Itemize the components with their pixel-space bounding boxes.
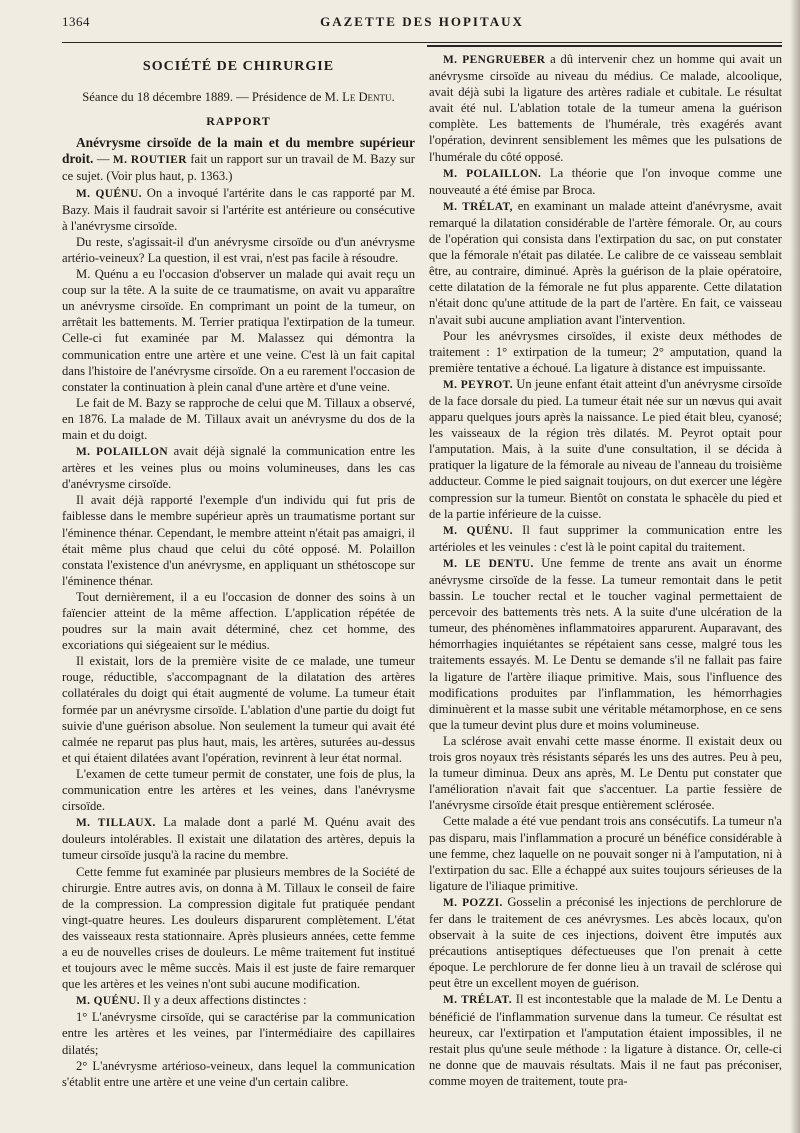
paragraph-text: Gosselin a préconisé les injections de perchlorure de fer dans le traitement de ces anévrysmes. Les abcès locaux, qu'on observait à la suite de ces injections, doivent être imputés aux précautions antiseptiques défectueuses que l'on prenait à cette époque. Le perchlorure de fer donne lieu à un travail de sclérose qui peut être un excellent moyen de guérison. <box>429 894 782 991</box>
paragraph <box>62 492 415 589</box>
paragraph <box>62 992 415 1009</box>
paragraph-text: On a invoqué l'artérite dans le cas rapporté par M. Bazy. Mais il faudrait savoir si l'artérite est antérieure ou consécutive à l'anévrysme cirsoïde. <box>62 185 415 233</box>
article-title: Anévrysme cirsoïde de la main et du membre supérieur droit. <box>62 135 415 167</box>
speaker-name: M. TILLAUX. <box>76 817 156 830</box>
paragraph <box>62 766 415 814</box>
paragraph-text: a dû intervenir chez un homme qui avait un anévrysme cirsoïde au niveau du médius. Ce malade, alcoolique, avait déjà subi la ligature des artères radiale et cubitale. Le résultat avait été nul. L'ablation totale de la tumeur amena la guérison complète. Les battements de l'humérale, très exagérés avant l'opération, devinrent sensiblement les mêmes que les pulsations de l'humérale du côté opposé. <box>429 52 782 164</box>
paragraph <box>429 733 782 813</box>
paragraph-text: L'examen de cette tumeur permit de constater, une fois de plus, la communication entre les artères et les veines, dans l'anévrysme cirsoïde. <box>62 766 415 814</box>
paragraph <box>62 653 415 766</box>
paragraph <box>429 522 782 555</box>
right-column <box>429 51 782 1090</box>
paragraph <box>429 555 782 733</box>
speaker-name: M. POLAILLON <box>76 446 169 459</box>
intro-text: fait un rapport sur un travail de M. Bazy sur ce sujet. (Voir plus haut, p. 1363.) <box>62 152 415 184</box>
paragraph <box>429 376 782 522</box>
text-columns <box>62 51 782 1090</box>
paragraph <box>429 813 782 893</box>
paragraph-text: Tout dernièrement, il a eu l'occasion de donner des soins à un faïencier atteint de la même affection. L'application répétée de poudres sur la main avait déterminé, chez cet homme, des excoriations qui siégeaient sur le médius. <box>62 589 415 653</box>
paragraph-text: avait déjà signalé la communication entre les artères et les veines plus ou moins volumineuses, dans les cas d'anévrysme cirsoïde. <box>62 444 415 492</box>
paragraph-text: en examinant un malade atteint d'anévrysme, avait remarqué la dilatation considérable de l'artère fémorale. Or, au cours de l'opération qui consista dans l'extirpation du sac, on put constater que la fémorale n'était pas dilatée. Le calibre de ce vaisseau semblait être, au contraire, diminué. Après la guérison de la plaie opératoire, cette dilatation de la fémorale ne fut plus apparente. Cette dilatation n'était donc qu'une attitude de la part de l'artère. En fait, ce vaisseau n'avait subi aucune ampliation avant l'intervention. <box>429 198 782 327</box>
paragraph <box>62 1058 415 1090</box>
speaker-name: M. QUÉNU. <box>76 995 141 1008</box>
page-edge-shadow <box>790 0 800 1133</box>
paragraph-text: Le fait de M. Bazy se rapproche de celui que M. Tillaux a observé, en 1876. La malade de M. Tillaux avait un anévrysme du dos de la main et du doigt. <box>62 395 415 442</box>
header-rule <box>62 42 782 43</box>
paragraph <box>429 198 782 328</box>
paragraph <box>62 185 415 234</box>
paragraph-text: Il avait déjà rapporté l'exemple d'un individu qui fut pris de faiblesse dans le membre supérieur après un traumatisme portant sur l'éminence thénar. Cependant, le membre atteint n'était pas amaigri, il était même plus chaud que celui du côté opposé. M. Polaillon constata l'existence d'un anévrysme, en appliquant un sthétoscope sur l'éminence thénar. <box>62 493 415 588</box>
paragraph-text: Pour les anévrysmes cirsoïdes, il existe deux méthodes de traitement : 1° extirpation de la tumeur; 2° amputation, quand la première tentative a échoué. La ligature à distance est impuissante. <box>429 328 782 375</box>
paragraph-text: Il est incontestable que la malade de M. Le Dentu a bénéficié de l'inflammation survenue dans la tumeur. Ce résultat est heureux, car l'extirpation et l'amputation étaient impossibles, il ne restait plus qu'une seule méthode : la ligature à distance. Or, celle-ci ne donne que de mauvais résultats. Mais il ne faut pas préconiser, comme moyen de traitement, toute pra- <box>429 992 782 1088</box>
article-intro: Anévrysme cirsoïde de la main et du membre supérieur droit. — M. ROUTIER fait un rapport sur un travail de M. Bazy sur ce sujet. (Voir plus haut, p. 1363.) <box>62 135 415 184</box>
speaker-name: M. PEYROT. <box>443 378 514 391</box>
paragraph-text: Il y a deux affections distinctes : <box>140 993 307 1008</box>
paragraph <box>429 51 782 165</box>
page-number: 1364 <box>62 14 90 29</box>
report-subheading: RAPPORT <box>206 114 271 129</box>
paragraph-text: Une femme de trente ans avait un énorme anévrysme cirsoïde de la fesse. La tumeur remontait dans le petit bassin. Le toucher rectal et le toucher vaginal permettaient de percevoir des battements très nets. A la suite d'une ulcération de la tumeur, des phénomènes inflammatoires apparurent. Auparavant, des hémorrhagies inquiétantes se répétaient sans cesse, malgré tous les traitements essayés. M. Le Dentu se demande s'il ne fallait pas faire la ligature de l'artère iliaque primitive. Mais, sous l'influence des modifications produites par l'inflammation, les hémorrhagies diminuèrent et la masse subit une véritable métamorphose, en ce sens que la tumeur devint plus dure et moins volumineuse. <box>429 555 782 732</box>
section-title: SOCIÉTÉ DE CHIRURGIE <box>142 59 335 74</box>
paragraph <box>62 1009 415 1057</box>
session-president: Le Dentu <box>342 90 392 105</box>
paragraph-text: La malade dont a parlé M. Quénu avait des douleurs intolérables. Il existait une dilatation des artères, depuis la tumeur cirsoïde jusqu'à la racine du membre. <box>62 815 415 863</box>
session-end: . <box>391 90 395 105</box>
paragraph <box>62 234 415 266</box>
paragraph <box>429 165 782 198</box>
speaker-name: M. LE DENTU. <box>443 557 534 570</box>
speaker-name: M. QUÉNU. <box>443 524 514 537</box>
left-column <box>62 51 415 1090</box>
paragraph-text: Un jeune enfant était atteint d'un anévrysme cirsoïde de la face dorsale du pied. La tumeur était née sur un nœvus qui avait apparu quelques jours après la naissance. Le pied était bleu, cyanosé; les vaisseaux de la région très dilatés. M. Peyrot optait pour l'amputation. Mais, à la suite d'une consultation, il se décida à pratiquer la ligature de la fémorale au niveau de l'anneau du troisième adducteur. Comme le pied saignait toujours, on dut exercer une légère compression sur la tumeur. Bientôt on constata le sphacèle du pied et de la partie inférieure de la cuisse. <box>429 376 782 521</box>
paragraph <box>62 266 415 395</box>
paragraph <box>429 894 782 992</box>
paragraph-text: Du reste, s'agissait-il d'un anévrysme cirsoïde ou d'un anévrysme artério-veineux? La question, il est vrai, n'est pas facile à résoudre. <box>62 234 415 265</box>
paragraph-text: 1° L'anévrysme cirsoïde, qui se caractérise par la communication entre les artères et les veines, par l'intermédiaire des capillaires dilatés; <box>62 1010 415 1057</box>
page-header <box>62 14 782 38</box>
paragraph <box>62 589 415 653</box>
paragraph-text: Il faut supprimer la communication entre les artérioles et les veinules : c'est là le point capital du traitement. <box>429 522 782 554</box>
paragraph <box>62 395 415 443</box>
speaker-name: M. POLAILLON. <box>443 167 542 180</box>
intro-speaker: M. ROUTIER <box>112 154 187 167</box>
speaker-name: M. TRÉLAT. <box>443 994 512 1007</box>
speaker-name: M. PENGRUEBER <box>443 54 546 66</box>
header-rule-right <box>427 45 782 47</box>
paragraph-text: La sclérose avait envahi cette masse énorme. Il existait deux ou trois gros noyaux très résistants séparés les uns des autres. Peu à peu, la tumeur diminua. Deux ans après, M. Le Dentu put constater que l'amélioration n'avait fait que s'accentuer. La partie fessière de l'anévrysme cirsoïde était presque entièrement sclérosée. <box>429 733 782 813</box>
paragraph <box>429 328 782 376</box>
journal-title: GAZETTE DES HOPITAUX <box>320 14 524 29</box>
paragraph <box>62 443 415 492</box>
speaker-name: M. QUÉNU. <box>76 187 142 200</box>
paragraph <box>429 991 782 1089</box>
speaker-name: M. POZZI. <box>443 896 503 909</box>
paragraph-text: Cette femme fut examinée par plusieurs membres de la Société de chirurgie. Entre autres avis, on donna à M. Tillaux le conseil de faire de la compression. La compression digitale fut pratiquée pendant vingt-quatre heures. Les douleurs disparurent complètement. L'état des vaisseaux resta stationnaire. Après plusieurs années, cette femme a eu de nouvelles crises de douleurs. Le même traitement fut institué et toujours avec le même succès. Mais il est juste de faire remarquer que les artères et les veines n'ont subi aucune modification. <box>62 864 415 992</box>
paragraph-text: M. Quénu a eu l'occasion d'observer un malade qui avait reçu un coup sur la tête. A la suite de ce traumatisme, on avait vu apparaître un anévrysme cirsoïde. En comprimant un point de la tumeur, on arrêtait les battements. M. Terrier pratiqua l'extirpation de la tumeur. Celle-ci fut examinée par M. Malassez qui démontra la communication entre une artère et une veine. C'est là un fait capital dans l'histoire de l'anévrysme cirsoïde. On a eu rarement l'occasion de constater la continuation à plein canal d'une artère et d'une veine. <box>62 267 415 394</box>
speaker-name: M. TRÉLAT, <box>443 200 513 213</box>
paragraph <box>62 814 415 863</box>
paragraph-text: Il existait, lors de la première visite de ce malade, une tumeur rouge, réductible, s'accompagnant de la dilatation des artères collatérales du doigt qui était augmenté de volume. La tumeur était formée par un anévrysme cirsoïde. L'ablation d'une partie du doigt fut suivie d'une guérison absolue. Non seulement la tumeur qui avait été calmée ne reparut pas plus haut, mais, les artères, suturées au-dessus et qui étaient dilatées avant l'opération, revinrent à leur état normal. <box>62 654 415 765</box>
paragraph-text: 2° L'anévrysme artérioso-veineux, dans lequel la communication s'établit entre une artère et une veine d'un certain calibre. <box>62 1058 415 1089</box>
session-text: Séance du 18 décembre 1889. — Présidence de M. <box>82 90 343 105</box>
session-line <box>62 89 415 105</box>
paragraph-text: La théorie que l'on invoque comme une nouveauté a été émise par Broca. <box>429 165 783 197</box>
paragraph-text: Cette malade a été vue pendant trois ans consécutifs. La tumeur n'a pas disparu, mais l'inflammation a procuré un bénéfice considérable à une femme, chez laquelle on ne pouvait songer ni à l'amputation, ni à l'extirpation du sac. Elle a échappé aux suites toujours sérieuses de la ligature de l'iliaque primitive. <box>429 814 782 893</box>
paragraph <box>62 864 415 993</box>
